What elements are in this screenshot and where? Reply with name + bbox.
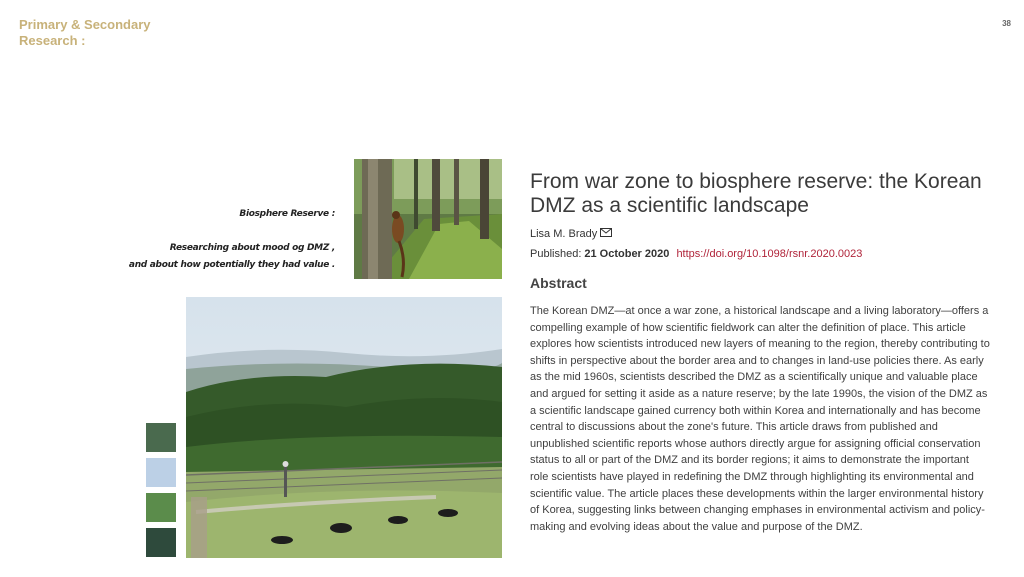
- dmz-landscape-photo: [186, 297, 502, 558]
- dmz-landscape-image: [186, 297, 502, 558]
- article-title: From war zone to biosphere reserve: the Korean DMZ as a scientific landscape: [530, 170, 982, 217]
- forest-photo: [354, 159, 502, 279]
- published-line: [530, 248, 1000, 260]
- color-swatch: [146, 423, 176, 452]
- abstract-body: The Korean DMZ—at once a war zone, a historical landscape and a living laboratory—offers a compelling example of how scientific fieldwork can alter the definition of place. This article explores how scientists introduced new layers of meaning to the region, thereby contributing to shifts in perspective about the border area and to changes in land-use policies there. As early as the mid 1960s, scientists described the DMZ as a scientifically unique and valuable place and argued for setting it aside as a nature reserve; by the late 1990s, the vision of the DMZ as a scientific landscape gained currency both within Korea and internationally and has become central to discussions about the zone's future. This article draws from published and unpublished scientific reports whose authors directly argue for assigning official conservation status to all or part of the DMZ and its border regions; it aims to demonstrate the important role scientists have played in redefining the DMZ through highlighting its environmental and scientific value. The article places these developments within the larger environmental history of Korea, suggesting links between changing emphases in environmental activism and policy-making and evolving ideas about the value and purpose of the DMZ.: [530, 305, 990, 533]
- published-label: Published:: [530, 248, 582, 260]
- abstract-heading: Abstract: [530, 275, 587, 291]
- mail-icon[interactable]: [600, 228, 612, 240]
- color-swatch: [146, 528, 176, 557]
- note-title: Biosphere Reserve :: [239, 209, 335, 219]
- note-line: and about how potentially they had value .: [128, 260, 335, 270]
- forest-photo-image: [354, 159, 502, 279]
- page-number: 38: [1002, 19, 1011, 28]
- color-swatch: [146, 458, 176, 487]
- published-date: 21 October 2020: [584, 248, 670, 260]
- section-title: [19, 17, 151, 49]
- note-line: Researching about mood og DMZ ,: [169, 243, 335, 253]
- author-name[interactable]: Lisa M. Brady: [530, 228, 598, 240]
- color-swatch: [146, 493, 176, 522]
- doi-link[interactable]: https://doi.org/10.1098/rsnr.2020.0023: [676, 248, 863, 260]
- author-line: [530, 228, 1000, 240]
- article: [530, 170, 1000, 535]
- section-title-line2: Research :: [19, 33, 86, 48]
- section-title-line1: Primary & Secondary: [19, 17, 151, 32]
